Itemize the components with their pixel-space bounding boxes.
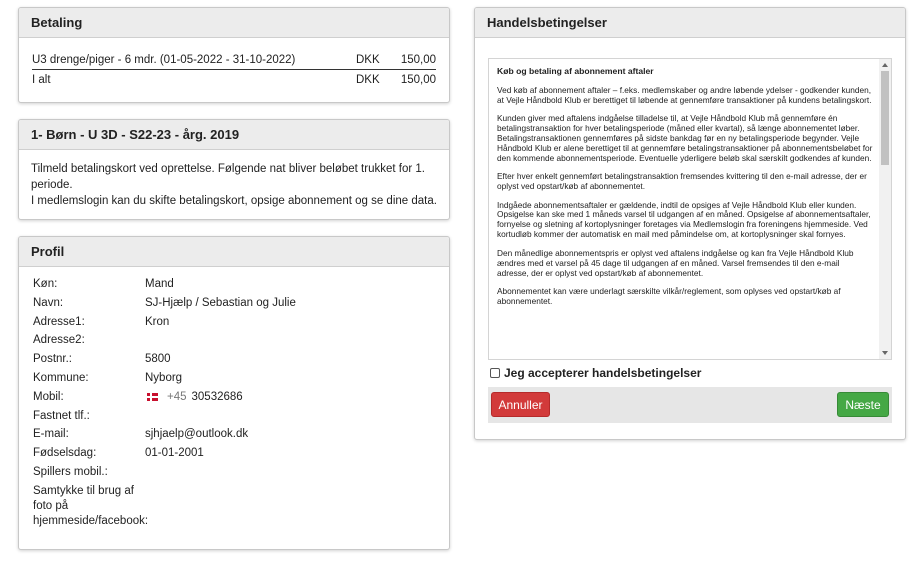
profile-title: Profil	[19, 237, 449, 267]
profile-label: Navn:	[33, 296, 64, 309]
profile-label: Køn:	[33, 278, 58, 290]
terms-scroll-box[interactable]	[488, 58, 892, 360]
profile-row-email	[33, 425, 435, 444]
profile-label: Fødselsdag:	[33, 447, 97, 460]
profile-row-player-mobile	[33, 463, 435, 482]
payment-total-row	[32, 70, 436, 89]
team-title: 1- Børn - U 3D - S22-23 - årg. 2019	[19, 120, 449, 150]
profile-label: Adresse1:	[33, 315, 85, 328]
profile-value: 5800	[145, 353, 171, 366]
payment-total-currency: DKK	[356, 73, 380, 86]
terms-panel	[474, 7, 906, 440]
profile-row-municipality	[33, 369, 435, 388]
profile-label: Mobil:	[33, 390, 64, 403]
profile-label: Postnr.:	[33, 353, 72, 366]
action-bar	[488, 387, 892, 423]
payment-line-description: U3 drenge/piger - 6 mdr. (01-05-2022 - 31-10-2022)	[32, 54, 296, 66]
team-info-line-2: I medlemslogin kan du skifte betalingskort, opsige abonnement og se dine data.	[31, 195, 437, 207]
accept-terms-control[interactable]	[490, 366, 701, 380]
terms-text	[489, 59, 891, 307]
profile-row-mobile	[33, 388, 435, 407]
profile-value: Nyborg	[145, 371, 183, 384]
terms-paragraph: Indgåede abonnementsaftaler er gældende, indtil de opsiges af Vejle Håndbold Klub eller kunden. Opsigelse kan ske med 1 måneds varsel til udgangen af en måned. Opsigelse af abonnementsaftaler, fornyelse og sletning af kortoplysninger foretages via Medlemslogin fra foreningens hjemmeside. Ved kortudløb kommer der automatisk en mail med påmindelse om, at kortoplysninger skal fornyes.	[497, 199, 871, 240]
accept-terms-label[interactable]: Jeg accepterer handelsbetingelser	[504, 366, 702, 380]
scroll-down-arrow-icon[interactable]	[882, 351, 888, 355]
payment-panel	[18, 7, 450, 103]
profile-value: Mand	[145, 278, 174, 290]
team-info-line-1: Tilmeld betalingskort ved oprettelse. Følgende nat bliver beløbet trukket for 1. periode.	[31, 163, 425, 191]
phone-country-prefix: +45	[167, 390, 187, 403]
profile-label: Kommune:	[33, 371, 89, 384]
team-panel	[18, 119, 450, 220]
profile-row-postal-code	[33, 350, 435, 369]
payment-total-label: I alt	[32, 73, 51, 86]
terms-title: Handelsbetingelser	[475, 8, 905, 38]
profile-row-landline	[33, 407, 435, 426]
profile-label: E-mail:	[33, 428, 69, 441]
profile-value: SJ-Hjælp / Sebastian og Julie	[145, 296, 296, 309]
profile-value: sjhjaelp@outlook.dk	[145, 428, 249, 441]
terms-paragraph: Kunden giver med aftalens indgåelse tilladelse til, at Vejle Håndbold Klub må gennemføre én betalingstransaktion for hver betalingsperiode (måned eller kvartal), så længe abonnementet løber. Betalingstransaktionen gennemføres på sidste bankdag før en ny betalingsperiode begynder. Vejle Håndbold Klub er alene berettiget til at gennemføre betalingstransaktioner på abonnementsbeløbet for den kommende abonnementsperiode. Eventuelle yderligere beløb skal særskilt godkendes af kunden.	[497, 113, 873, 163]
terms-scrollbar[interactable]	[879, 59, 891, 359]
profile-panel	[18, 236, 450, 550]
profile-value: 01-01-2001	[145, 447, 204, 460]
profile-value	[145, 333, 435, 350]
terms-paragraph: Den månedlige abonnementspris er oplyst ved aftalens indgåelse og kan fra Vejle Håndbold Klub ændres med et varsel på 45 dage til udgangen af en måned. Varsel fremsendes til den e-mail adresse, der er oplyst ved opstart/køb af abonnementet.	[497, 247, 854, 278]
payment-title: Betaling	[19, 8, 449, 38]
profile-mobile-value	[145, 390, 435, 407]
profile-label: Fastnet tlf.:	[33, 409, 90, 422]
profile-row-birthday	[33, 444, 435, 463]
profile-label: Adresse2:	[33, 334, 85, 347]
profile-row-photo-consent	[33, 482, 435, 534]
terms-heading: Køb og betaling af abonnement aftaler	[497, 66, 654, 76]
profile-label: Spillers mobil.:	[33, 465, 108, 478]
scroll-thumb[interactable]	[881, 71, 889, 165]
accept-terms-checkbox[interactable]	[490, 368, 500, 378]
profile-row-address1	[33, 313, 435, 332]
profile-row-name	[33, 294, 435, 313]
phone-number: 30532686	[191, 390, 243, 403]
scroll-up-arrow-icon[interactable]	[882, 63, 888, 67]
profile-value	[145, 409, 435, 426]
cancel-button[interactable]: Annuller	[491, 392, 550, 417]
terms-paragraph: Ved køb af abonnement aftaler – f.eks. medlemskaber og andre løbende ydelser - godkender kunden, at Vejle Håndbold Klub er berettiget til løbende at gennemføre transaktioner på kundens betalingskort.	[497, 84, 872, 105]
profile-label: Samtykke til brug af foto på hjemmeside/facebook:	[33, 484, 149, 527]
payment-line-currency: DKK	[356, 54, 380, 66]
terms-paragraph: Efter hver enkelt gennemført betalingstransaktion fremsendes kvittering til den e-mail adresse, der er oplyst ved opstart/køb af abonnementet.	[497, 171, 867, 192]
payment-line-row	[32, 51, 436, 70]
payment-total-amount: 150,00	[400, 73, 436, 86]
profile-value	[145, 484, 435, 534]
profile-value: Kron	[145, 315, 170, 328]
danish-flag-icon	[147, 393, 158, 401]
profile-row-address2	[33, 331, 435, 350]
profile-value	[145, 465, 435, 482]
profile-row-gender	[33, 275, 435, 294]
payment-line-amount: 150,00	[400, 54, 436, 66]
terms-paragraph: Abonnementet kan være underlagt særskilte vilkår/reglement, som oplyses ved opstart/køb af abonnementet.	[497, 285, 841, 306]
next-button[interactable]: Næste	[837, 392, 889, 417]
